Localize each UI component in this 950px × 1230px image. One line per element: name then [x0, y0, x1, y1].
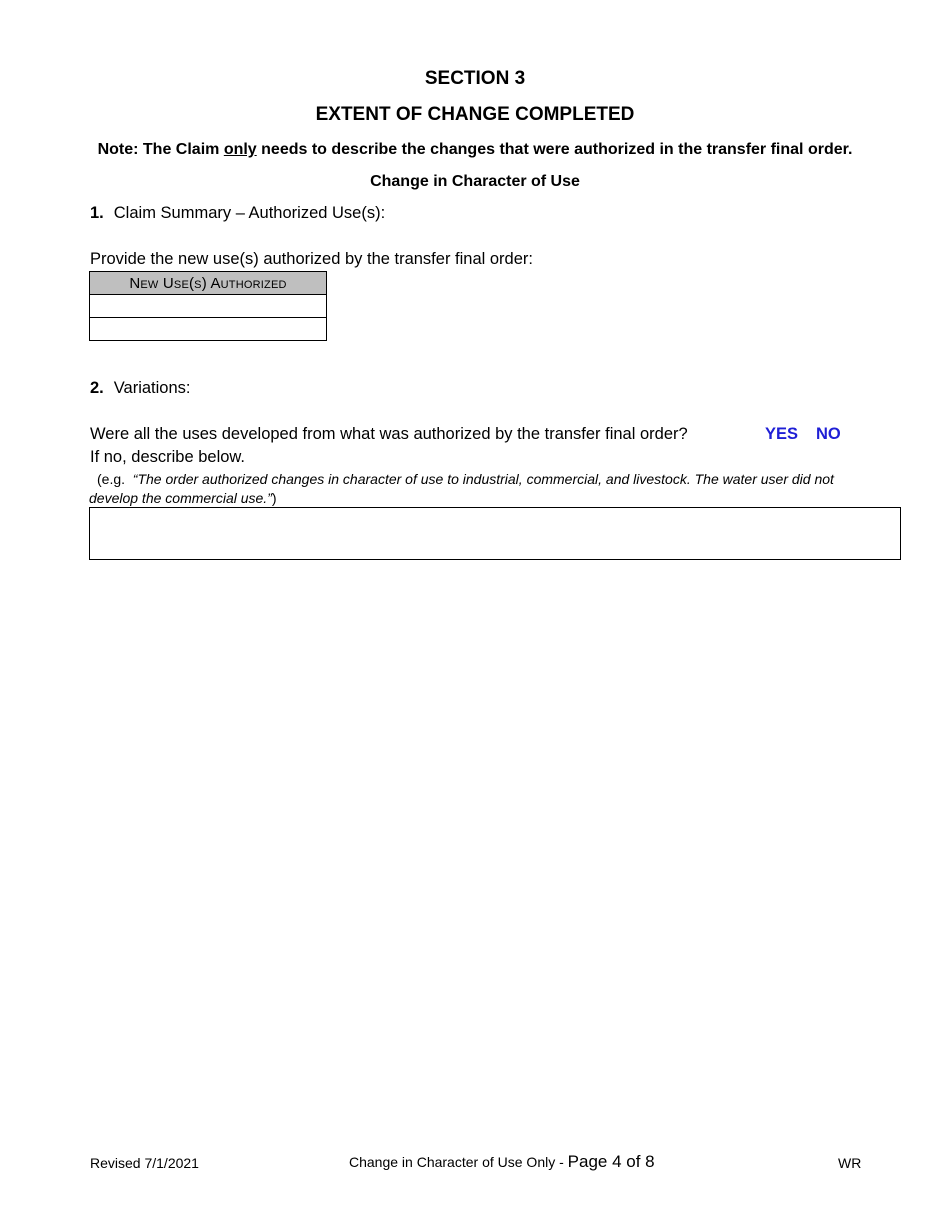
example-suffix: ): [271, 490, 277, 506]
instruction-note: [0, 141, 950, 159]
section-number: SECTION 3: [424, 68, 526, 89]
note-suffix: needs to describe the changes that were authorized in the transfer final order.: [256, 141, 853, 158]
new-use-cell-1[interactable]: [90, 295, 327, 318]
uses-developed-question: Were all the uses developed from what was authorized by the transfer final order?: [90, 425, 688, 443]
variation-description-field[interactable]: [89, 507, 901, 560]
question-2-number: 2.: [90, 379, 104, 397]
footer-page-number: Page 4 of 8: [567, 1152, 655, 1171]
question-2-heading: [90, 379, 191, 398]
note-emphasis: only: [223, 141, 257, 158]
example-quote: “The order authorized changes in character of use to industrial, commercial, and livestock. The water user did not develop the commercial use.”: [89, 471, 834, 506]
example-text: [89, 470, 859, 508]
if-no-instruction: If no, describe below.: [90, 448, 246, 466]
table-row: [90, 295, 327, 318]
page-title: EXTENT OF CHANGE COMPLETED: [315, 104, 635, 125]
question-1-number: 1.: [90, 204, 104, 222]
no-option[interactable]: NO: [816, 425, 841, 443]
question-2-label: Variations:: [113, 379, 191, 397]
question-1-label: Claim Summary – Authorized Use(s):: [113, 204, 386, 222]
question-1-prompt: Provide the new use(s) authorized by the transfer final order:: [90, 250, 533, 268]
yes-option[interactable]: YES: [765, 425, 799, 443]
question-1-heading: [90, 204, 385, 223]
table-row: [90, 318, 327, 341]
footer-form-name: Change in Character of Use Only -: [349, 1154, 568, 1170]
footer-form-code: WR: [838, 1155, 862, 1171]
new-uses-table-header: New Use(s) Authorized: [90, 272, 327, 295]
new-use-cell-2[interactable]: [90, 318, 327, 341]
footer-page-info: [349, 1152, 655, 1172]
new-uses-table: [89, 271, 327, 341]
subheading: Change in Character of Use: [370, 173, 580, 190]
footer-revised-date: Revised 7/1/2021: [90, 1155, 199, 1171]
example-prefix: (e.g.: [97, 471, 126, 487]
note-prefix: Note: The Claim: [97, 141, 224, 158]
